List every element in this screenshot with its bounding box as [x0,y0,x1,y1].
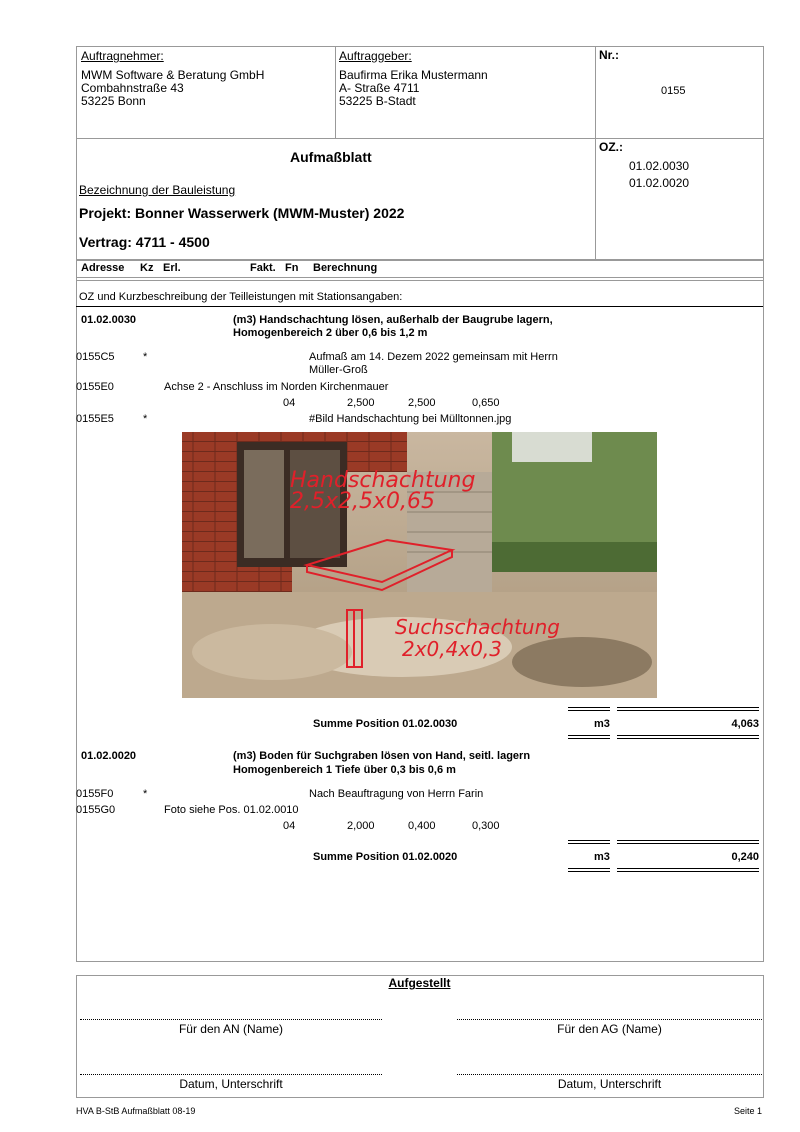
sum-rule-top-unit [568,707,610,711]
page-number: Seite 1 [733,1106,762,1116]
contractor-label: Auftragnehmer: [81,49,164,63]
sum-unit: m3 [594,851,610,863]
row-function: 04 [283,820,296,832]
row-address: 0155F0 [76,788,114,800]
aufgestellt-heading: Aufgestellt [388,976,451,990]
contractor-city: 53225 Bonn [81,94,146,108]
col-adresse: Adresse [81,262,125,274]
row-value-1: 2,000 [347,820,375,832]
ag-signature-label: Datum, Unterschrift [557,1077,662,1091]
sum-unit: m3 [594,718,610,730]
row-address: 0155E0 [76,381,114,393]
position-description-line-1: (m3) Boden für Suchgraben lösen von Hand, seitl. lagern [233,750,531,762]
project-title: Projekt: Bonner Wasserwerk (MWM-Muster) 2022 [79,205,405,221]
nr-label: Nr.: [599,48,620,62]
service-label: Bezeichnung der Bauleistung [79,183,236,197]
an-name-label: Für den AN (Name) [178,1022,284,1036]
row-text: Nach Beauftragung von Herrn Farin [309,788,484,800]
photo-annotation-title-2: Suchschachtung [395,615,560,639]
photo-annotation-dims-2: 2x0,4x0,3 [402,637,503,661]
sum-label: Summe Position 01.02.0030 [313,718,458,730]
sum-value: 0,240 [731,851,759,863]
row-value-3: 0,300 [472,820,500,832]
position-description-line-1: (m3) Handschachtung lösen, außerhalb der Baugrube lagern, [233,314,553,326]
row-text: Aufmaß am 14. Dezem 2022 gemeinsam mit Herrn [309,351,558,363]
sum-rule-top-unit [568,840,610,844]
row-kz: * [143,413,148,425]
position-description-line-2: Homogenbereich 1 Tiefe über 0,3 bis 0,6 m [233,764,456,776]
row-address: 0155E5 [76,413,114,425]
site-photo [182,432,657,698]
oz-label: OZ.: [599,140,623,154]
sum-label: Summe Position 01.02.0020 [313,851,458,863]
position-oz: 01.02.0020 [81,750,137,762]
position-description-line-2: Homogenbereich 2 über 0,6 bis 1,2 m [233,327,428,339]
page-title: Aufmaßblatt [290,149,372,165]
col-fn: Fn [285,262,299,274]
row-value-2: 2,500 [408,397,436,409]
oz-description-rule [76,306,763,307]
row-text: #Bild Handschachtung bei Mülltonnen.jpg [309,413,512,425]
col-kz: Kz [140,262,154,274]
sum-rule-top-value [617,707,759,711]
oz-description-header: OZ und Kurzbeschreibung der Teilleistungen mit Stationsangaben: [79,291,403,303]
oz-value-2: 01.02.0020 [629,176,690,190]
row-value-2: 0,400 [408,820,436,832]
an-signature-label: Datum, Unterschrift [179,1077,283,1091]
an-signature-line [80,1074,382,1075]
oz-value-1: 01.02.0030 [629,159,690,173]
client-city: 53225 B-Stadt [339,94,416,108]
sum-rule-top-value [617,840,759,844]
photo-annotation-title-1: Handschachtung [290,468,476,493]
column-header-rule [76,277,763,281]
row-kz: * [143,351,148,363]
ag-signature-line [457,1074,762,1075]
row-text-continuation: Müller-Groß [309,364,368,376]
row-function: 04 [283,397,296,409]
row-text: Foto siehe Pos. 01.02.0010 [164,804,299,816]
form-id: HVA B-StB Aufmaßblatt 08-19 [76,1106,196,1116]
client-name: Baufirma Erika Mustermann [339,68,488,82]
position-oz: 01.02.0030 [81,314,137,326]
nr-value: 0155 [661,85,686,97]
photo-annotation-dims-1: 2,5x2,5x0,65 [290,489,435,514]
sum-rule-bottom-value [617,735,759,739]
ag-name-line [457,1019,762,1020]
client-label: Auftraggeber: [339,49,412,63]
client-street: A- Straße 4711 [339,81,420,95]
header-divider [76,138,763,139]
header-col-divider-2 [595,46,596,259]
contractor-street: Combahnstraße 43 [81,81,184,95]
sum-rule-bottom-value [617,868,759,872]
row-text: Achse 2 - Anschluss im Norden Kirchenmauer [164,381,389,393]
sum-rule-bottom-unit [568,735,610,739]
sum-rule-bottom-unit [568,868,610,872]
row-address: 0155C5 [76,351,115,363]
col-erl: Erl. [163,262,181,274]
header-col-divider-1 [335,46,336,138]
site-photo-image [182,432,657,698]
contract-title: Vertrag: 4711 - 4500 [79,234,210,250]
row-value-1: 2,500 [347,397,375,409]
contractor-name: MWM Software & Beratung GmbH [81,68,265,82]
col-berechnung: Berechnung [313,262,378,274]
an-name-line [80,1019,382,1020]
row-value-3: 0,650 [472,397,500,409]
row-kz: * [143,788,148,800]
col-fakt: Fakt. [250,262,276,274]
row-address: 0155G0 [76,804,116,816]
ag-name-label: Für den AG (Name) [557,1022,662,1036]
sum-value: 4,063 [731,718,759,730]
